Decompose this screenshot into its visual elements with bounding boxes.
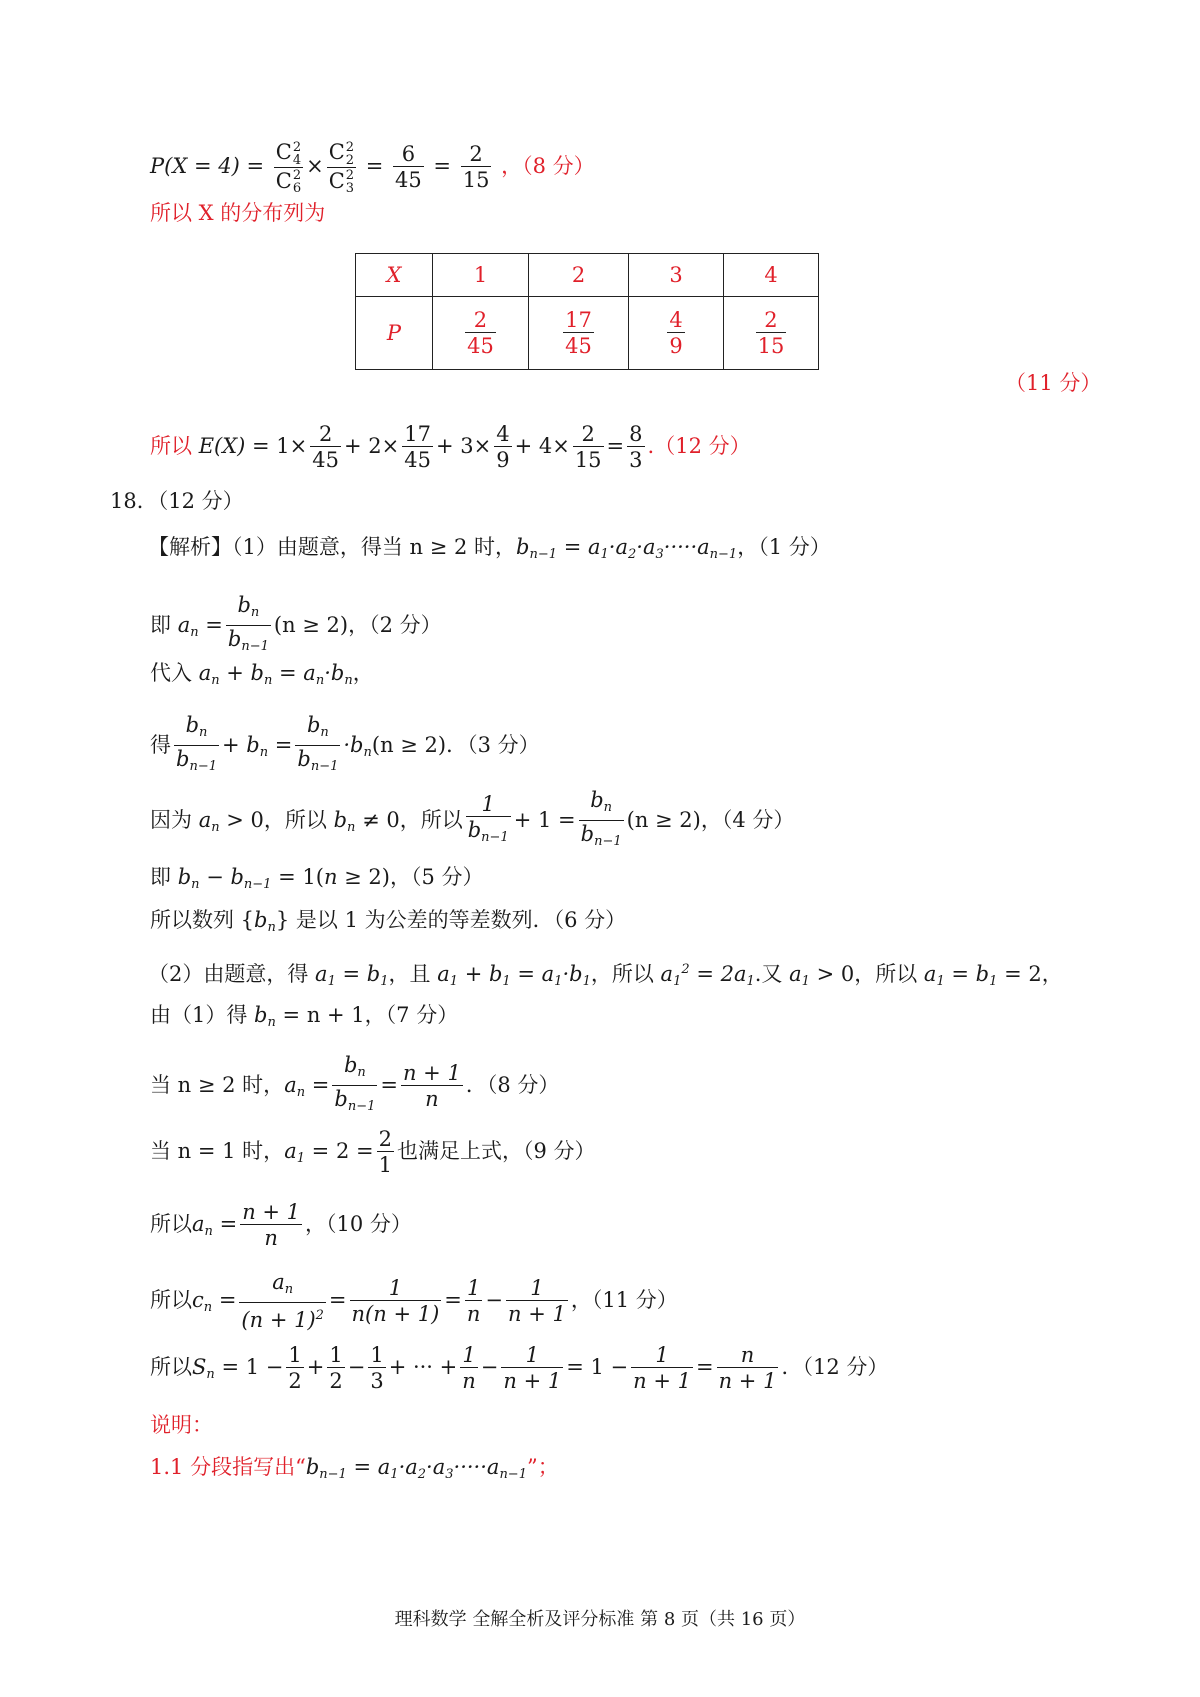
text: 当 n ≥ 2 时， [150, 1073, 285, 1097]
solution-line-4: 得 $\frac{b_n}{b_{n-1}}$ + $b_n$ = $\frac{b_n}{b_{n-1}}$ $\cdot b_n(n \ge 2)$．（3 分） [150, 713, 540, 774]
table-cell: $\frac{4}{9}$ [629, 297, 724, 370]
table-header-cell: 2 [529, 254, 629, 297]
note-title: 说明： [150, 1413, 213, 1437]
table-header-cell: 1 [433, 254, 529, 297]
page-footer: 理科数学 全解全析及评分标准 第 8 页（共 16 页） [394, 1609, 806, 1630]
fraction: $\frac{6}{45}$ [395, 142, 422, 192]
score-mark: ，（8 分） [501, 154, 595, 178]
text: ，（10 分） [305, 1212, 412, 1236]
solution-line-9: 由（1）得 $b_n = n + 1$，（7 分） [150, 1003, 459, 1030]
solution-line-7: 所以数列 $\{b_n\}$ 是以 1 为公差的等差数列．（6 分） [150, 908, 627, 935]
solution-line-3: 代入 $a_n + b_n = a_n\cdot b_n$， [150, 661, 374, 688]
solution-line-6: 即 $b_n - b_{n-1} = 1(n \ge 2)$，（5 分） [150, 865, 484, 892]
fraction: $\frac{2}{15}$ [462, 142, 490, 192]
text: 也满足上式，（9 分） [396, 1139, 596, 1163]
solution-line-14: 所以$S_n = 1$ − $\frac{1}{2}$ + $\frac{1}{2}$ − $\frac{1}{3}$ + ··· + $\frac{1}{n}$ − $\frac{1}{n + 1}$ = 1 − $\frac{1}{n + 1}$ = $\frac{n}{n + 1}$ ．（12 分） [150, 1343, 889, 1393]
text: 所以 [150, 1288, 192, 1312]
text: (n ≥ 2)．（3 分） [371, 733, 540, 757]
text: } 是以 1 为公差的等差数列．（6 分） [275, 908, 627, 932]
table-cell: $\frac{17}{45}$ [529, 297, 629, 370]
table-cell: $\frac{2}{45}$ [433, 297, 529, 370]
solution-line-12: 所以$a_n$ = $\frac{n + 1}{n}$ ，（10 分） [150, 1200, 412, 1250]
text: 得 [150, 733, 171, 757]
solution-line-5: 因为 $a_n > 0$，所以 $b_n \ne 0$，所以 $\frac{1}{b_{n-1}}$ + 1 = $\frac{b_n}{b_{n-1}}$ (n ≥ 2)，（4 分） [150, 788, 795, 849]
note-1: 1.1 分段指写出“$b_{n-1} = a_1\cdot a_2\cdot a_3\cdot\cdot\cdot\cdot\cdot a_{n-1}$”； [150, 1455, 559, 1482]
solution-line-11: 当 n = 1 时，$a_1 = 2$ = $\frac{2}{1}$ 也满足上式，（9 分） [150, 1127, 596, 1177]
text: 所以 [150, 1212, 192, 1236]
text: ．（8 分） [465, 1073, 560, 1097]
table-header-cell: 3 [629, 254, 724, 297]
text: (n ≥ 2)，（4 分） [626, 808, 795, 832]
table-header-cell: X [356, 254, 433, 297]
text: 当 n = 1 时， [150, 1139, 285, 1163]
text: ，（5 分） [389, 865, 484, 889]
table-cell: $\frac{2}{15}$ [724, 297, 819, 370]
solution-line-2: 即 $a_n$ = $\frac{b_n}{b_{n-1}}$ (n ≥ 2)，（2 分） [150, 593, 442, 654]
text: ，（11 分） [570, 1288, 678, 1312]
solution-line-8: （2）由题意，得 $a_1 = b_1$，且 $a_1 + b_1 = a_1\cdot b_1$，所以 $a_1^2 = 2a_1$.又 $a_1 > 0$，所以 $a_1 = b_1 = 2$， [148, 962, 1063, 989]
table-header-cell: 4 [724, 254, 819, 297]
dist-intro: 所以 X 的分布列为 [150, 201, 326, 225]
score-mark-11: （11 分） [1005, 371, 1102, 395]
text: ”； [526, 1455, 559, 1479]
question-18: 18．（12 分） [110, 489, 244, 513]
table-row-label: P [356, 297, 433, 370]
fraction: C2 2 C2 3 [328, 139, 355, 196]
text: 1.1 分段指写出“ [150, 1455, 306, 1479]
text: ，（1 分） [737, 535, 831, 559]
text: 【解析】（1）由题意，得当 n ≥ 2 时， [148, 535, 517, 559]
fraction: C2 4 C2 6 [275, 139, 302, 196]
solution-line-13: 所以$c_n$ = $\frac{a_n}{(n + 1)^2}$ = $\frac{1}{n(n + 1)}$ = $\frac{1}{n}$ − $\frac{1}{n + 1}$ ，（11 分） [150, 1270, 678, 1332]
px4-line: P(X = 4) = C2 4 C2 6 × C2 2 C2 3 = $\frac{6}{45}$ = $\frac{2}{15}$ ，（8 分） [150, 139, 595, 196]
distribution-table [355, 253, 819, 370]
px4-label: P(X = 4) = [150, 154, 271, 178]
ex-prefix: 所以 [150, 434, 192, 458]
expectation-line: 所以 E(X) = 1× $\frac{2}{45}$ + 2× $\frac{17}{45}$ + 3× $\frac{4}{9}$ + 4× $\frac{2}{15}$ = $\frac{8}{3}$ .（12 分） [150, 422, 751, 472]
text: (n ≥ 2)，（2 分） [273, 613, 442, 637]
solution-line-1: 【解析】（1）由题意，得当 n ≥ 2 时，$b_{n-1} = a_1\cdot a_2\cdot a_3\cdot\cdot\cdot\cdot\cdot a_{n-1}$，（1 分） [148, 535, 831, 562]
ex-score: .（12 分） [647, 434, 751, 458]
text: ．（12 分） [781, 1355, 889, 1379]
text: = n + 1，（7 分） [275, 1003, 459, 1027]
solution-line-10: 当 n ≥ 2 时，$a_n$ = $\frac{b_n}{b_{n-1}}$ = $\frac{n + 1}{n}$ ．（8 分） [150, 1053, 560, 1114]
text: 所以 [150, 1355, 192, 1379]
